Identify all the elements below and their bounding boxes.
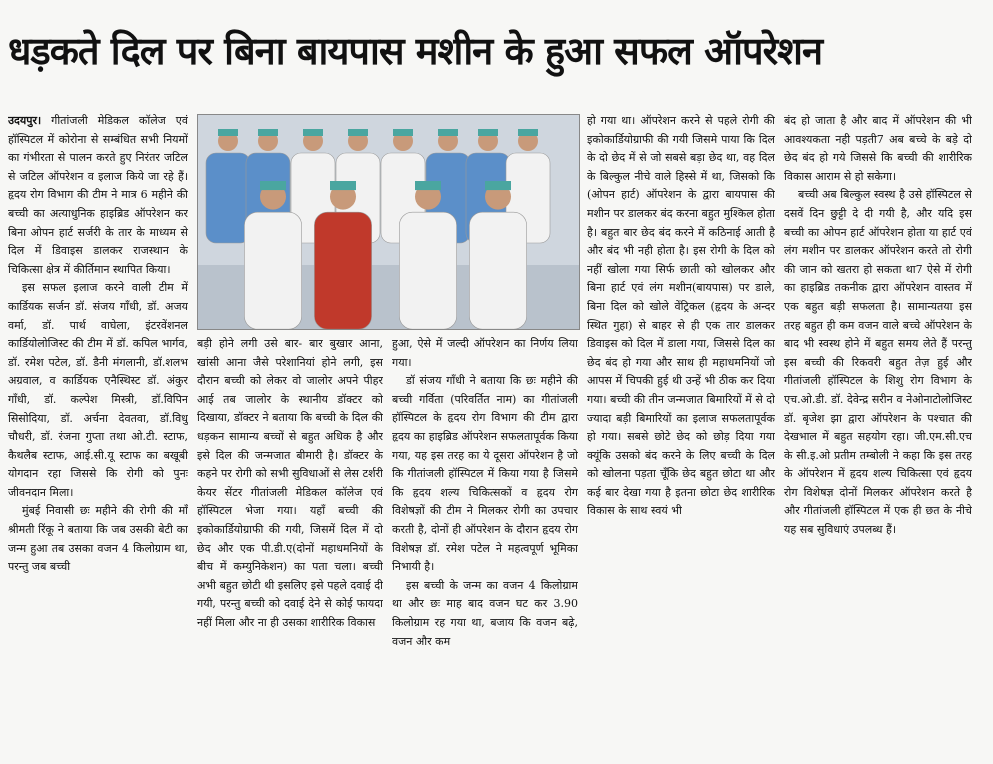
article-column-5 xyxy=(784,112,972,758)
paragraph xyxy=(8,112,188,279)
team-photo-illustration xyxy=(198,115,579,329)
paragraph: हुआ, ऐसे में जल्दी ऑपरेशन का निर्णय लिया गया। xyxy=(392,337,578,369)
article-column-2 xyxy=(197,335,383,758)
article-column-1 xyxy=(8,112,188,758)
paragraph-text: गीतांजली मेडिकल कॉलेज एवं हॉस्पिटल में कोरोना से सम्बंधित सभी नियमों का गंभीरता से पालन करते हुए निरंतर जटिल से जटिल ऑपरेशन व इलाज किये जा रहे हैं। हृदय रोग विभाग की टीम ने मात्र 6 महीने की बच्ची का अत्याधुनिक हाइब्रिड ऑपरेशन कर बिना ओपन हार्ट सर्जरी के तार के माध्यम से दिल में डिवाइस डालकर राजस्थान के चिकित्सा क्षेत्र में कीर्तिमान स्थापित किया। xyxy=(8,114,188,276)
article-column-4 xyxy=(587,112,775,758)
paragraph: बच्ची अब बिल्कुल स्वस्थ है उसे हॉस्पिटल से दसवें दिन छुट्टी दे दी गयी है, और यदि इस बच्ची का ओपन हार्ट ऑपरेशन होता या हार्ट एवं लंग मशीन पर डालकर ऑपरेशन करते तो रोगी की जान को खतरा हो सकता था7 ऐसे में रोगी का हाइब्रिड तकनीक द्वारा ऑपरेशन वास्तव में एक बहुत बड़ी सफलता है। सामान्यतया इस तरह बहुत ही कम वजन वाले बच्चे ऑपरेशन के बाद भी स्वस्थ होने में बहुत समय लेते हैं परन्तु इस बच्ची की रिकवरी बहुत तेज़ हुई और गीतांजली हॉस्पिटल के शिशु रोग विभाग के एच.ओ.डी. डॉ. देवेन्द्र सरीन व नेओनाटोलोजिस्ट डॉ. बृजेश झा द्वारा ऑपरेशन के पश्चात की देखभाल में बहुत सहयोग रहा। जी.एम.सी.एच के सी.इ.ओ प्रतीम तम्बोली ने कहा कि इस तरह के ऑपरेशन में हृदय शल्य चिकित्सा एवं हृदय रोग विशेषज्ञ दोनों मिलकर ऑपरेशन करते है और गीतांजली हॉस्पिटल में एक ही छत के नीचे यह सब सुविधाएं उपलब्ध हैं। xyxy=(784,188,972,537)
paragraph: डॉ संजय गाँधी ने बताया कि छः महीने की बच्ची गर्विता (परिवर्तित नाम) का गीतांजली हॉस्पिटल के हृदय रोग विभाग की टीम द्वारा हृदय का हाइब्रिड ऑपरेशन सफलतापूर्वक किया गया, यह इस तरह का ये दूसरा ऑपरेशन है जो कि गीतांजली हॉस्पिटल में किया गया है जिसमे कि हृदय शल्य चिकित्सकों व हृदय रोग विशेषज्ञों की टीम ने मिलकर रोगी का उपचार करती है, दोनों ही ऑपरेशन के दौरान हृदय रोग विशेषज्ञ डॉ. रमेश पटेल ने महत्वपूर्ण भूमिका निभायी है। xyxy=(392,374,578,574)
paragraph: हो गया था। ऑपरेशन करने से पहले रोगी की इकोकार्डियोग्राफी की गयी जिसमे पाया कि दिल के दो छेद में से जो सबसे बड़ा छेद था, वह दिल के बिल्कुल नीचे वाले हिस्से में था, जिसको कि (ओपन हार्ट) ऑपरेशन के द्वारा बायपास की मशीन पर डालकर बंद करना बहुत मुश्किल होता है। बहुत बार छेद बंद करने में कठिनाई आती है और बंद भी नही होता है। इस रोगी के दिल को नहीं खोला गया सिर्फ छाती को खोलकर और बिना हार्ट एवं लंग मशीन(बायपास) पर डाले, बिना दिल को खोले वेंट्रिकल (हृदय के अन्दर स्थित गुहा) से बाहर से ही एक तार डालकर डिवाइस को दिल में डाला गया, जिससे दिल का छेद बंद हो गया और साथ ही महाधमनियों जो आपस में चिपकी हुई थी उन्हें भी ठीक कर दिया गया। बच्ची की तीन जन्मजात बिमारियों में से दो ज्यादा बड़ी बिमारियों का इलाज सफलतापूर्वक हो गया। सबसे छोटे छेद को छोड़ दिया गया क्यूंकि उसको बंद करने के लिए बच्ची के दिल को खोलना पड़ता चूँकि छेद बहुत छोटा था और कई बार देखा गया है इतना छोटा छेद शारीरिक विकास के साथ स्वयं भी xyxy=(587,114,775,518)
dateline: उदयपुर। xyxy=(8,114,42,127)
article-column-3 xyxy=(392,335,578,758)
headline: धड़कते दिल पर बिना बायपास मशीन के हुआ सफल ऑपरेशन xyxy=(8,29,823,73)
paragraph: बड़ी होने लगी उसे बार- बार बुखार आना, खांसी आना जैसे परेशानियां होने लगी, इस दौरान बच्ची को लेकर वो जालोर अपने पीहर आई तब जालोर के स्थानीय डॉक्टर को दिखाया, डॉक्टर ने बताया कि बच्ची के दिल की धड़कन सामान्य बच्चों से बहुत अधिक है और इसे दिल की जन्मजात बीमारी है। डॉक्टर के कहने पर रोगी को सभी सुविधाओं से लेस टर्शरी केयर सेंटर गीतांजली मेडिकल कॉलेज एवं हॉस्पिटल भेजा गया। यहाँ बच्ची की इकोकार्डियोग्राफी की गयी, जिसमें दिल में दो छेद और एक पी.डी.ए(दोनों महाधमनियों के बीच में कम्युनिकेशन) का पता चला। बच्ची अभी बहुत छोटी थी इसलिए इसे पहले दवाई दी गयी, परन्तु बच्ची को दवाई देने से कोई फायदा नहीं मिला और ना ही उसका शारीरिक विकास xyxy=(197,337,383,629)
paragraph: इस बच्ची के जन्म का वजन 4 किलोग्राम था और छः माह बाद वजन घट कर 3.90 किलोग्राम रह गया था, बजाय कि वजन बढ़े, वजन और कम xyxy=(392,578,578,648)
paragraph: मुंबई निवासी छः महीने की रोगी की माँ श्रीमती रिंकू ने बताया कि जब उसकी बेटी का जन्म हुआ तब उसका वजन 4 किलोग्राम था, परन्तु जब बच्ची xyxy=(8,504,188,574)
paragraph: इस सफल इलाज करने वाली टीम में कार्डियक सर्जन डॉ. संजय गाँधी, डॉ. अजय वर्मा, डॉ. पार्थ वाघेला, इंटरवेंशनल कार्डियोलोजिस्ट की टीम में डॉ. कपिल भार्गव, डॉ. रमेश पटेल, डॉ. डैनी मंगलानी, डॉ.शलभ अग्रवाल, व कार्डियक एनैस्थिस्ट डॉ. अंकुर गाँधी, डॉ. कल्पेश मिस्त्री, डॉ.विपिन सिसोदिया, डॉ. अर्चना देवतवा, डॉ.विधु चौधरी, डॉ. रंजना गुप्ता तथा ओ.टी. स्टाफ, कैथलैब स्टाफ, आई.सी.यू स्टाफ का बखूबी योगदान रहा जिससे कि रोगी को पुनः जीवनदान मिला। xyxy=(8,281,188,499)
team-photo xyxy=(197,114,580,330)
paragraph: बंद हो जाता है और बाद में ऑपरेशन की भी आवश्यकता नही पड़ती7 अब बच्चे के बड़े दो छेद बंद हो गये जिससे कि बच्ची की शारीरिक विकास आराम से हो सकेगा। xyxy=(784,114,972,183)
